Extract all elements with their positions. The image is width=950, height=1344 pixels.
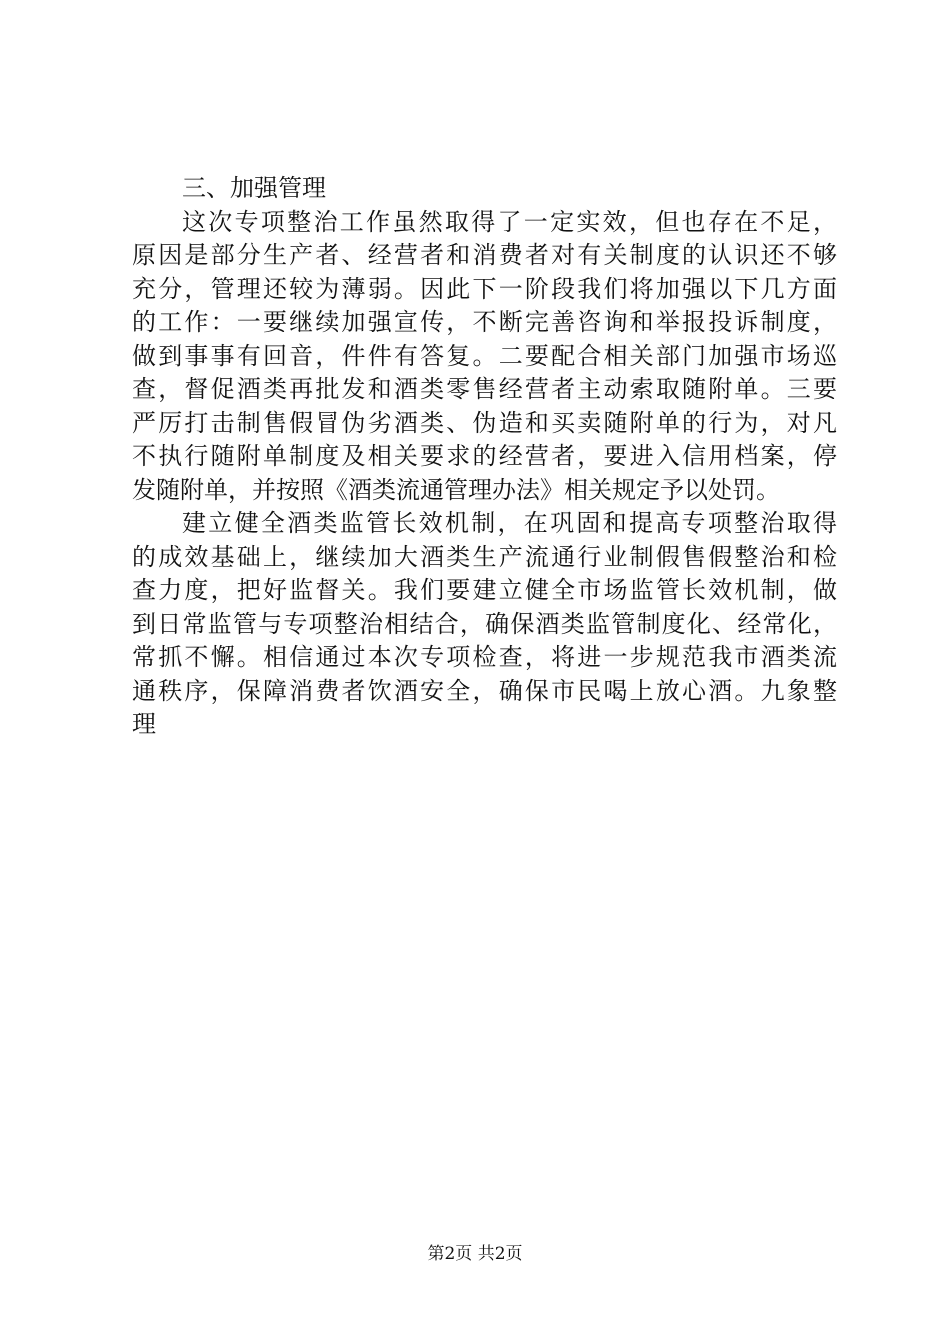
paragraph-1-line: 查，督促酒类再批发和酒类零售经营者主动索取随附单。三要 xyxy=(132,375,837,403)
paragraph-2 xyxy=(132,507,837,742)
paragraph-1-line: 不执行随附单制度及相关要求的经营者，要进入信用档案，停 xyxy=(132,442,837,470)
paragraph-2-line: 到日常监管与专项整治相结合，确保酒类监管制度化、经常化， xyxy=(132,609,837,638)
paragraph-1-line: 充分，管理还较为薄弱。因此下一阶段我们将加强以下几方面 xyxy=(132,274,837,303)
paragraph-1 xyxy=(132,206,837,508)
paragraph-2-line: 的成效基础上，继续加大酒类生产流通行业制假售假整治和检 xyxy=(132,542,837,571)
paragraph-1-line: 这次专项整治工作虽然取得了一定实效，但也存在不足， xyxy=(182,207,837,236)
section-heading: 三、加强管理 xyxy=(182,174,326,202)
paragraph-1-line: 发随附单，并按照《酒类流通管理办法》相关规定予以处罚。 xyxy=(132,475,780,504)
document-body xyxy=(132,172,837,742)
paragraph-2-line: 查力度，把好监督关。我们要建立健全市场监管长效机制，做 xyxy=(132,576,837,604)
paragraph-2-line: 理 xyxy=(132,710,156,738)
paragraph-1-line: 的工作：一要继续加强宣传，不断完善咨询和举报投诉制度， xyxy=(132,308,837,336)
page-number-footer: 第2页 共2页 xyxy=(427,1244,523,1264)
paragraph-2-line: 通秩序，保障消费者饮酒安全，确保市民喝上放心酒。九象整 xyxy=(132,676,837,705)
paragraph-1-line: 原因是部分生产者、经营者和消费者对有关制度的认识还不够 xyxy=(132,241,837,269)
paragraph-2-line: 建立健全酒类监管长效机制，在巩固和提高专项整治取得 xyxy=(182,509,837,537)
paragraph-2-line: 常抓不懈。相信通过本次专项检查，将进一步规范我市酒类流 xyxy=(132,643,837,671)
paragraph-1-line: 严厉打击制售假冒伪劣酒类、伪造和买卖随附单的行为，对凡 xyxy=(132,408,837,437)
paragraph-1-line: 做到事事有回音，件件有答复。二要配合相关部门加强市场巡 xyxy=(132,341,837,370)
